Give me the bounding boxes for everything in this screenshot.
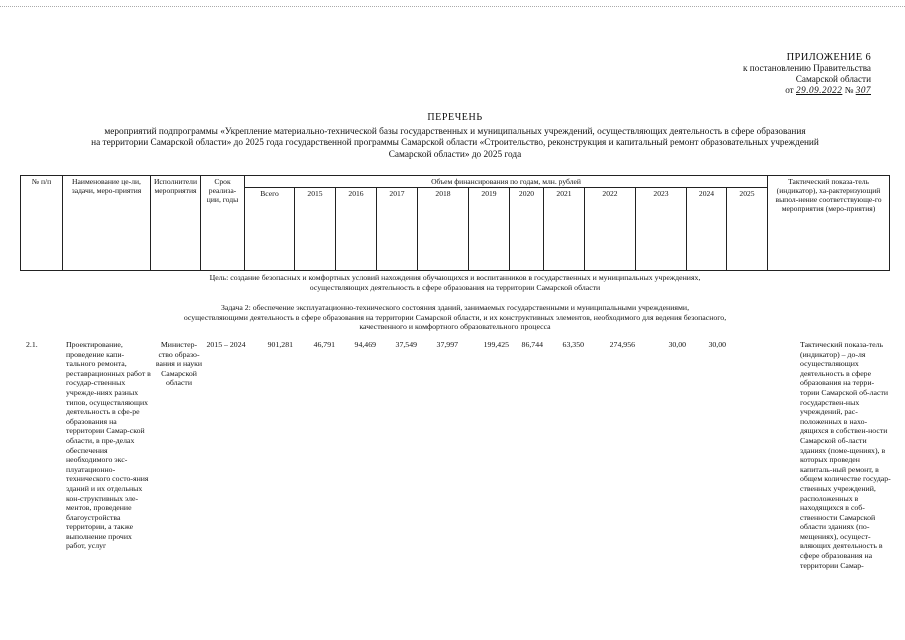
appendix-date-line [701, 85, 871, 96]
row-value: 86,744 [521, 340, 543, 349]
appendix-line1: к постановлению Правительства [743, 63, 871, 73]
row-indicator: Тактический показа-тель (индикатор) – до-ля осуществляющих деятельность в сфере образования на терри-тории Самарской об-ласти государствен-ных учреждений, рас-положенных в нахо-дящихся в собствен-ности Самарской об-ласти зданиях (поме-щениях), в которых проведен капиталь-ный ремонт, в общем количестве государ-ственных учреждений, расположенных в находящихся в соб-ственности Самарской области зданиях (по-мещениях), осущест-вляющих деятельность в сфере образования на территории Самар- [800, 340, 891, 570]
row-value: 37,997 [436, 340, 458, 349]
page-top-edge [0, 6, 905, 7]
header-year: 2024 [687, 188, 727, 271]
header-funding: Объем финансирования по годам, млн. рублей [245, 176, 768, 188]
header-year: 2023 [636, 188, 687, 271]
task-line2: осуществляющими деятельность в сфере образования на территории Самарской области, и их конструктивных элементов, необходимого для ведения безопасного, [183, 312, 727, 322]
row-value: 30,00 [708, 340, 726, 349]
header-name: Наименование це-ли, задачи, меро-приятия [63, 176, 151, 271]
header-year: 2022 [585, 188, 636, 271]
row-number: 2.1. [26, 340, 38, 349]
heading-line3: Самарской области» до 2025 года [388, 149, 522, 160]
document-heading [20, 112, 890, 161]
task-line1: Задача 2: обеспечение эксплуатационно-технического состояния зданий, занимаемых государственными и муниципальными учреждениями, [220, 303, 690, 312]
row-value: 274,956 [609, 340, 635, 349]
number-prefix: № [844, 85, 854, 95]
date-prefix: от [785, 85, 794, 95]
appendix-title: ПРИЛОЖЕНИЕ 6 [786, 52, 871, 63]
header-year: 2018 [418, 188, 469, 271]
task-line3: качественного и комфортного образовательного процесса [359, 322, 551, 331]
task-block [20, 303, 890, 332]
goal-block [20, 273, 890, 292]
number-value: 307 [855, 85, 871, 95]
funding-table-header [20, 175, 890, 271]
header-year: 2025 [727, 188, 768, 271]
row-value: 199,425 [483, 340, 509, 349]
appendix-line2: Самарской области [795, 74, 871, 84]
header-term: Срок реализа-ции, годы [201, 176, 245, 271]
row-value: 30,00 [668, 340, 686, 349]
document-title: ПЕРЕЧЕНЬ [427, 112, 483, 123]
row-value: 37,549 [395, 340, 417, 349]
row-value: 46,791 [313, 340, 335, 349]
row-executor: Министер-ство образо-вания и науки Самарской области [155, 340, 203, 388]
appendix-block [701, 52, 871, 96]
row-value: 63,350 [562, 340, 584, 349]
row-value: 94,469 [354, 340, 376, 349]
header-total: Всего [245, 188, 295, 271]
header-indicator: Тактический показа-тель (индикатор), ха-рактеризующий выпол-нение соответствующе-го мероприятия (меро-приятия) [768, 176, 890, 271]
date-value: 29.09.2022 [796, 85, 843, 95]
header-year: 2017 [377, 188, 418, 271]
goal-line1: Цель: создание безопасных и комфортных условий нахождения обучающихся и воспитанников в государственных и муниципальных учреждениях, [209, 273, 701, 282]
heading-line2: на территории Самарской области» до 2025 года государственной программы Самарской области «Строительство, реконструкция и капитальный ремонт образовательных учреждений [91, 138, 819, 148]
header-year: 2016 [336, 188, 377, 271]
row-name: Проектирование, проведение капи-тального ремонта, реставрационных работ в государ-ственных учрежде-ниях разных типов, осуществляющих деятельность в сфе-ре образования на территории Самар-ской области, в пре-делах обеспечения необходимого экс-плуатационно-технического состо-яния зданий и их отдельных кон-структивных эле-ментов, проведение благоустройства территории, а также выполнение прочих работ, услуг [66, 340, 151, 551]
header-year: 2021 [544, 188, 585, 271]
goal-line2: осуществляющих деятельность в сфере образования на территории Самарской области [309, 282, 601, 292]
header-num: № п/п [21, 176, 63, 271]
heading-line1: мероприятий подпрограммы «Укрепление материально-технической базы государственных и муниципальных учреждений, осуществляющих деятельность в сфере образования [104, 126, 806, 137]
header-executor: Исполнители мероприятия [151, 176, 201, 271]
row-total: 901,281 [267, 340, 293, 349]
header-year: 2019 [469, 188, 510, 271]
row-term: 2015 – 2024 [206, 340, 246, 349]
header-year: 2015 [295, 188, 336, 271]
header-year: 2020 [510, 188, 544, 271]
